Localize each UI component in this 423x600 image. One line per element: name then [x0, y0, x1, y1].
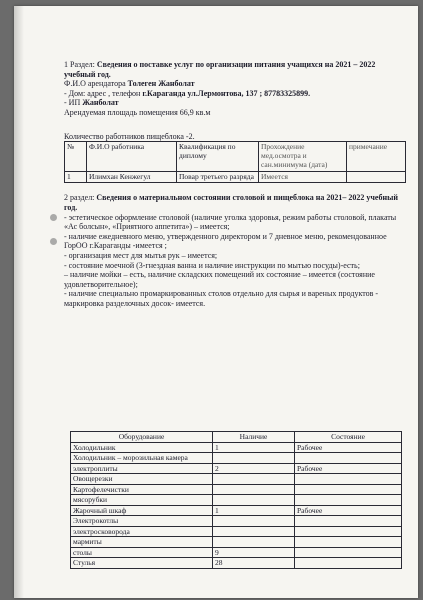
address-value: г.Караганда ул.Лермонтова, 137 ; 87783325899.	[142, 88, 311, 98]
equipment-cell-condition: Рабочее	[295, 442, 402, 453]
equipment-table	[70, 431, 402, 569]
table-row	[71, 495, 402, 506]
table-row	[71, 463, 402, 474]
staff-cell-number: 1	[65, 171, 87, 183]
table-row	[71, 474, 402, 485]
document-page	[14, 6, 418, 598]
equipment-header-condition: Состояние	[295, 432, 402, 443]
section2-item: - состояние моечной (3-гнездная ванна и наличие инструкции по мытью посуды)-есть;	[64, 260, 360, 270]
equipment-cell-name: мясорубки	[71, 495, 213, 506]
punch-hole	[50, 214, 57, 221]
equipment-cell-name: Жарочный шкаф	[71, 505, 213, 516]
table-row	[71, 516, 402, 527]
section1-prefix: 1 Раздел:	[64, 60, 95, 69]
table-row	[71, 547, 402, 558]
staff-header-qualification: Квалификация по диплому	[177, 142, 259, 171]
ip-label: - ИП	[64, 98, 81, 108]
renter-name: Толеген Жанболат	[127, 79, 195, 89]
staff-count-text: Количество работников пищеблока -2.	[64, 131, 195, 141]
section1-heading	[64, 60, 406, 79]
area-text: Арендуемая площадь помещения 66,9 кв.м	[64, 107, 211, 117]
section1-title: Сведения о поставке услуг по организации питания учащихся на 2021 – 2022 учебный год.	[64, 60, 376, 79]
equipment-cell-condition: Рабочее	[295, 505, 402, 516]
section2-heading	[64, 193, 406, 212]
equipment-cell-name: Электрокотлы	[71, 516, 213, 527]
staff-cell-medical: Имеется	[259, 171, 347, 183]
equipment-cell-count: 2	[213, 463, 295, 474]
section2-title: Сведения о материальном состоянии столовой и пищеблока на 2021– 2022 учебный год.	[64, 193, 398, 212]
table-row	[71, 453, 402, 464]
table-row	[71, 442, 402, 453]
staff-row	[65, 171, 406, 183]
equipment-cell-count	[213, 495, 295, 506]
staff-header-row	[65, 142, 406, 171]
renter-label: Ф.И.О арендатора	[64, 79, 126, 89]
equipment-cell-condition	[295, 453, 402, 464]
equipment-cell-name: столы	[71, 547, 213, 558]
staff-header-name: Ф.И.О работника	[87, 142, 177, 171]
equipment-cell-condition	[295, 537, 402, 548]
table-row	[71, 505, 402, 516]
equipment-cell-count	[213, 537, 295, 548]
equipment-cell-condition	[295, 526, 402, 537]
equipment-cell-condition	[295, 474, 402, 485]
equipment-header-availability: Наличие	[213, 432, 295, 443]
equipment-cell-count: 1	[213, 442, 295, 453]
equipment-cell-condition	[295, 495, 402, 506]
equipment-cell-name: Картофелечистки	[71, 484, 213, 495]
staff-cell-qualification: Повар третьего разряда	[177, 171, 259, 183]
ip-line	[64, 98, 406, 108]
equipment-cell-name: Холодильник	[71, 442, 213, 453]
equipment-cell-name: Холодильник – морозильная камера	[71, 453, 213, 464]
equipment-cell-count	[213, 526, 295, 537]
equipment-cell-condition	[295, 484, 402, 495]
staff-header-medical: Прохождение мед.осмотра и сан.минимума (дата)	[259, 142, 347, 171]
equipment-cell-name: Овощерезки	[71, 474, 213, 485]
equipment-cell-count	[213, 453, 295, 464]
equipment-cell-name: электросковорода	[71, 526, 213, 537]
address-label: - Дом: адрес , телефон	[64, 88, 141, 98]
punch-hole	[50, 238, 57, 245]
table-row	[71, 484, 402, 495]
section2-item: - наличие специально промаркированных столов отдельно для сырья и вареных продуктов - маркировка разделочных досок- имеется.	[64, 289, 379, 308]
equipment-cell-count	[213, 474, 295, 485]
renter-line	[64, 79, 406, 89]
document-body	[64, 60, 406, 308]
table-row	[71, 526, 402, 537]
equipment-cell-condition	[295, 547, 402, 558]
staff-header-note: примечание	[347, 142, 406, 171]
section2-item: - организация мест для мытья рук – имеется;	[64, 250, 218, 260]
equipment-cell-count	[213, 516, 295, 527]
page-edge-shadow	[14, 6, 24, 598]
staff-header-number: №	[65, 142, 87, 171]
address-line	[64, 89, 406, 99]
equipment-cell-condition	[295, 516, 402, 527]
equipment-cell-count: 1	[213, 505, 295, 516]
equipment-cell-name: электроплиты	[71, 463, 213, 474]
equipment-cell-name: мармиты	[71, 537, 213, 548]
staff-table	[64, 141, 406, 183]
equipment-header-name: Оборудование	[71, 432, 213, 443]
equipment-cell-condition: Рабочее	[295, 463, 402, 474]
staff-cell-name: Илимхан Кенжегул	[87, 171, 177, 183]
section2-item: - эстетическое оформление столовой (наличие уголка здоровья, режим работы столовой, плакаты «Ас болсын», «Приятного аппетита») – имеется;	[64, 212, 397, 232]
staff-cell-note	[347, 171, 406, 183]
equipment-cell-condition	[295, 558, 402, 569]
equipment-header-row	[71, 432, 402, 443]
table-row	[71, 558, 402, 569]
table-row	[71, 537, 402, 548]
equipment-cell-count	[213, 484, 295, 495]
section2-prefix: 2 раздел:	[64, 193, 95, 203]
ip-value: Жанболат	[82, 98, 119, 108]
equipment-cell-name: Стулья	[71, 558, 213, 569]
equipment-cell-count: 9	[213, 547, 295, 558]
section2-item: – наличие мойки – есть, наличие складских помещений их состояние – имеется (состояние удовлетворительное);	[64, 270, 375, 289]
section2-item: - наличие ежедневного меню, утвержденного директором и 7 дневное меню, рекомендованное ГорОО г.Караганды -имеется ;	[64, 231, 387, 251]
equipment-cell-count: 28	[213, 558, 295, 569]
